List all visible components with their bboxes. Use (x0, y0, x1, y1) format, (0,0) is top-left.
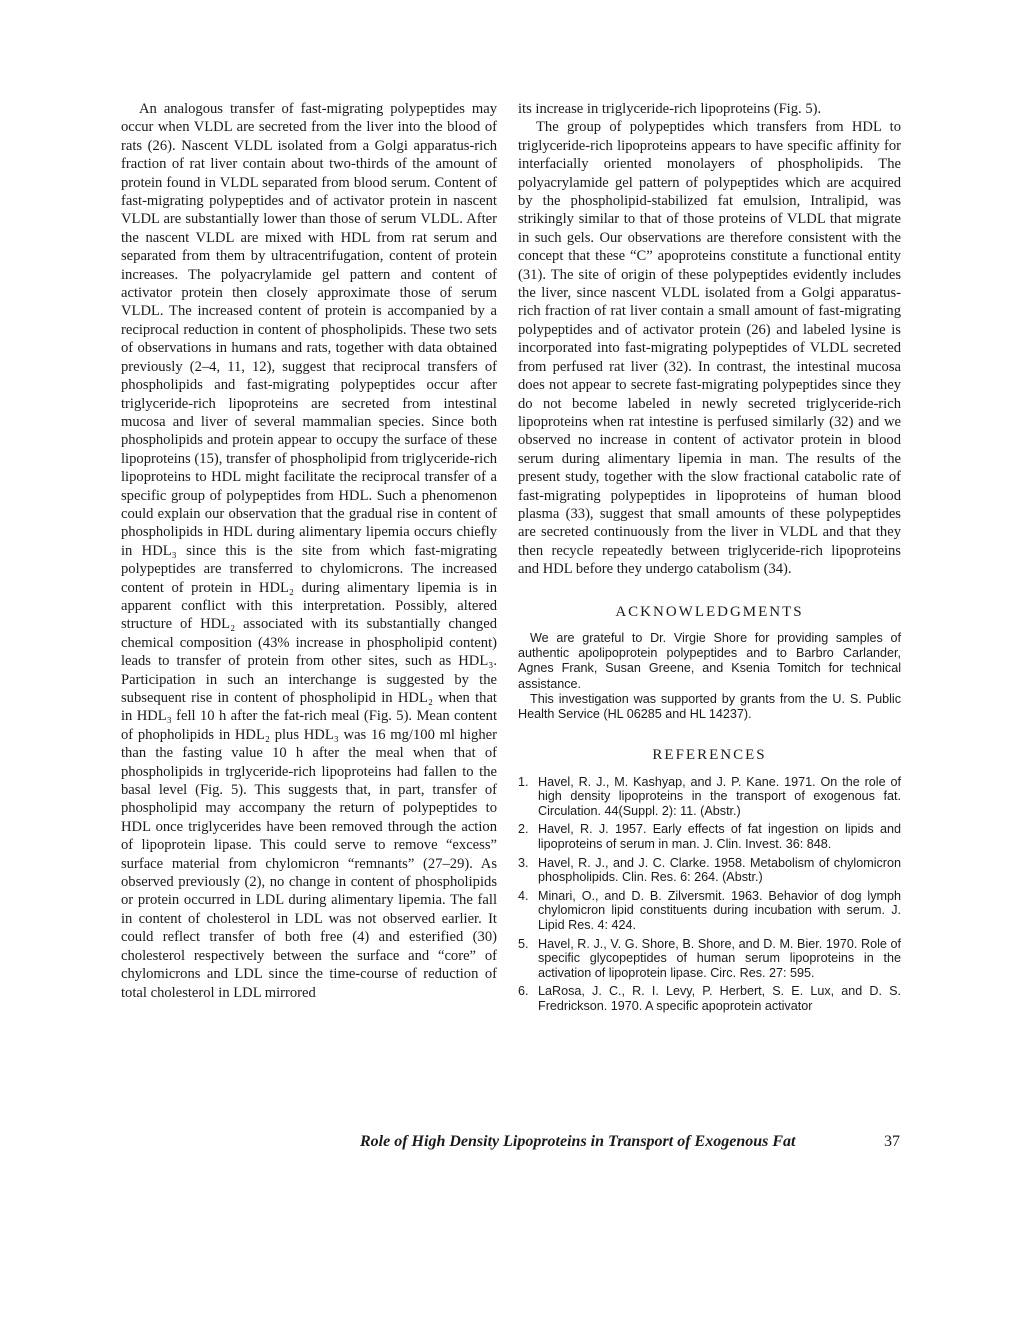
reference-text: Havel, R. J., and J. C. Clarke. 1958. Metabolism of chylomicron phospholipids. Clin. Res. 6: 264. (Abstr.) (538, 855, 901, 885)
acknowledgments-section (518, 631, 901, 722)
acknowledgment-paragraph: We are grateful to Dr. Virgie Shore for providing samples of authentic apolipoprotein polypeptides and to Barbro Carlander, Agnes Frank, Susan Greene, and Ksenia Tomitch for technical assistance. (518, 630, 901, 691)
reference-text: LaRosa, J. C., R. I. Levy, P. Herbert, S. E. Lux, and D. S. Fredrickson. 1970. A specific apoprotein activator (538, 984, 901, 1013)
page-number: 37 (884, 1133, 900, 1150)
page-footer (360, 1133, 900, 1151)
acknowledgments-heading: ACKNOWLEDGMENTS (615, 603, 804, 620)
reference-text: Havel, R. J., M. Kashyap, and J. P. Kane. 1971. On the role of high density lipoproteins in the transport of exogenous fat. Circulation. 44(Suppl. 2): 11. (Abstr.) (538, 774, 901, 818)
reference-text: Havel, R. J., V. G. Shore, B. Shore, and D. M. Bier. 1970. Role of specific glycopeptides of human serum lipoproteins in the activation of lipoprotein lipase. Circ. Res. 27: 595. (538, 936, 901, 980)
reference-item (518, 889, 901, 933)
reference-text: Havel, R. J. 1957. Early effects of fat ingestion on lipids and lipoproteins of serum in man. J. Clin. Invest. 36: 848. (538, 822, 901, 851)
reference-number: 1. (518, 774, 529, 789)
reference-item (518, 856, 901, 885)
left-column (121, 100, 497, 1002)
reference-text: Minari, O., and D. B. Zilversmit. 1963. Behavior of dog lymph chylomicron lipid constituents during incubation with serum. J. Lipid Res. 4: 424. (538, 888, 901, 932)
running-title: Role of High Density Lipoproteins in Transport of Exogenous Fat (360, 1133, 796, 1150)
reference-number: 6. (518, 984, 529, 999)
reference-item (518, 822, 901, 851)
reference-item (518, 937, 901, 981)
reference-number: 4. (518, 888, 529, 903)
reference-item (518, 775, 901, 819)
references-heading: REFERENCES (652, 747, 767, 764)
reference-number: 3. (518, 855, 529, 870)
reference-item (518, 984, 901, 1013)
references-list (518, 775, 901, 1014)
body-paragraph-continuation: its increase in triglyceride-rich lipoproteins (Fig. 5). (518, 101, 822, 117)
acknowledgment-paragraph: This investigation was supported by grants from the U. S. Public Health Service (HL 06285 and HL 14237). (518, 691, 901, 721)
reference-number: 2. (518, 822, 529, 837)
right-column (518, 100, 901, 1018)
body-paragraph: An analogous transfer of fast-migrating polypeptides may occur when VLDL are secreted from the liver into the blood of rats (26). Nascent VLDL isolated from a Golgi apparatus-rich fraction of rat liver contain about two-thirds of the amount of protein found in VLDL separated from blood serum. Content of fast-migrating polypeptides and of activator protein in nascent VLDL are substantially lower than those of serum VLDL. After the nascent VLDL are mixed with HDL from rat serum and separated from them by ultracentrifugation, content of protein increases. The polyacrylamide gel pattern and content of activator protein then closely approximate those of serum VLDL. The increased content of protein is accompanied by a reciprocal reduction in content of phospholipids. These two sets of observations in humans and rats, together with data obtained previously (2–4, 11, 12), suggest that reciprocal transfers of phospholipids and fast-migrating polypeptides occur after triglyceride-rich lipoproteins are secreted from intestinal mucosa and liver of several mammalian species. Since both phospholipids and protein appear to occupy the surface of these lipoproteins (15), transfer of phospholipid from triglyceride-rich lipoproteins to HDL might facilitate the reciprocal transfer of a specific group of polypeptides from HDL. Such a phenomenon could explain our observation that the gradual rise in content of phospholipids in HDL during alimentary lipemia occurs chiefly in HDL₃ since this is the site from which fast-migrating polypeptides are transferred to chylomicrons. The increased content of protein in HDL₂ during alimentary lipemia is in apparent conflict with this interpretation. Possibly, altered structure of HDL₂ associated with its substantially changed chemical composition (43% increase in phospholipid content) leads to transfer of protein from other sites, such as HDL₃. Participation in such an interchange is suggested by the subsequent rise in content of phospholipid in HDL₂ when that in HDL₃ fell 10 h after the fat-rich meal (Fig. 5). Mean content of phopholipids in HDL₂ plus HDL₃ was 16 mg/100 ml higher than the fasting value 10 h after the meal when that of phospholipids in trglyceride-rich lipoproteins had fallen to the basal level (Fig. 5). This suggests that, in part, transfer of phospholipid may accompany the return of polypeptides to HDL once triglycerides have been removed through the action of lipoprotein lipase. This could serve to remove “excess” surface material from chylomicron “remnants” (27–29). As observed previously (2), no change in content of phospholipids or protein occurred in LDL during alimentary lipemia. The fall in content of cholesterol in LDL was not observed earlier. It could reflect transfer of both free (4) and esterified (30) cholesterol respectively between the surface and “core” of chylomicrons and LDL since the time-course of reduction of total cholesterol in LDL mirrored (121, 101, 497, 1001)
body-paragraph: The group of polypeptides which transfers from HDL to triglyceride-rich lipoproteins appears to have specific affinity for interfacially oriented monolayers of phospholipids. The polyacrylamide gel pattern of polypeptides which are acquired by the phospholipid-stabilized fat emulsion, Intralipid, was strikingly similar to that of those proteins of VLDL that migrate in such gels. Our observations are therefore consistent with the concept that these “C” apoproteins constitute a functional entity (31). The site of origin of these polypeptides evidently includes the liver, since nascent VLDL isolated from a Golgi apparatus-rich fraction of rat liver contain a small amount of fast-migrating polypeptides and of activator protein (26) and labeled lysine is incorporated into fast-migrating polypeptides of VLDL secreted from perfused rat liver (32). In contrast, the intestinal mucosa does not appear to secrete fast-migrating polypeptides since they do not become labeled in newly secreted triglyceride-rich lipoproteins when rat intestine is perfused similarly (32) and we observed no increase in content of activator protein in blood serum during alimentary lipemia in man. The results of the present study, together with the slow fractional catabolic rate of fast-migrating polypeptides in lipoproteins of human blood plasma (33), suggest that small amounts of these polypeptides are secreted continuously from the liver in VLDL and that they then recycle repeatedly between triglyceride-rich lipoproteins and HDL before they undergo catabolism (34). (518, 119, 901, 578)
reference-number: 5. (518, 936, 529, 951)
